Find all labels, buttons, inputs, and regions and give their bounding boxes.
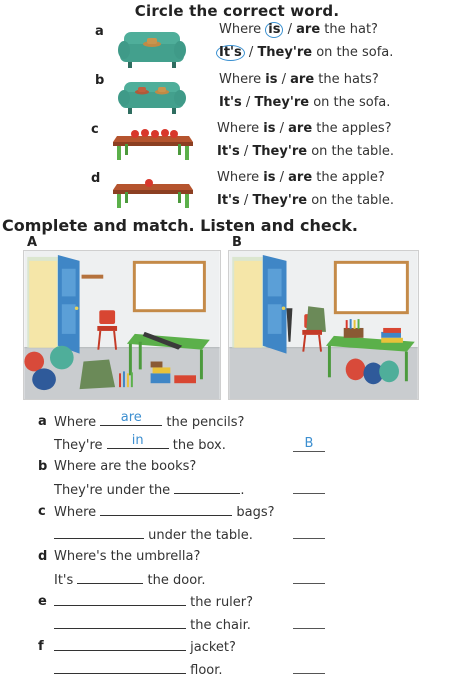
item-d-letter: d	[91, 171, 101, 186]
item-b-question: Where is / are the hats?	[219, 72, 379, 87]
ex-e-match-line[interactable]	[293, 628, 325, 629]
item-d-answer: It's / They're on the table.	[217, 193, 395, 208]
ex-d-line1: Where's the umbrella?	[54, 549, 201, 564]
ex-e-blank1[interactable]	[54, 594, 186, 606]
item-a-circled-its[interactable]: It's	[216, 45, 245, 61]
ex-a-match-answer: B	[304, 436, 314, 451]
table-with-apples-image	[111, 126, 195, 162]
item-a-letter: a	[95, 24, 104, 39]
sofa-with-hats-image	[118, 76, 186, 116]
ex-f-blank1[interactable]	[54, 639, 186, 651]
item-b-letter: b	[95, 73, 105, 88]
item-b-answer: It's / They're on the sofa.	[219, 95, 391, 110]
scene-a-image	[23, 250, 221, 400]
table-with-apple-image	[111, 176, 195, 210]
sofa-with-hat-image	[118, 26, 186, 70]
ex-b-line1: Where are the books?	[54, 459, 197, 474]
ex-b-blank[interactable]	[174, 482, 240, 494]
item-c-question: Where is / are the apples?	[217, 121, 392, 136]
item-c-letter: c	[91, 122, 99, 137]
item-a-question: Where is / are the hat?	[219, 22, 378, 37]
ex-c-blank1[interactable]	[100, 504, 232, 516]
item-a-answer: It's / They're on the sofa.	[216, 45, 393, 61]
ex-c-blank2[interactable]	[54, 527, 144, 539]
ex-c-line1: Where bags?	[54, 505, 275, 520]
ex-f-match-line[interactable]	[293, 673, 325, 674]
ex-a-line2: They're in the box.	[54, 433, 226, 453]
scene-a-label: A	[27, 235, 38, 250]
ex-a-letter: a	[38, 414, 47, 429]
ex-b-match-line[interactable]	[293, 493, 325, 494]
ex-e-line2: the chair.	[54, 617, 251, 633]
ex-d-blank[interactable]	[77, 572, 143, 584]
ex-f-line2: floor.	[54, 662, 223, 678]
ex-a-blank1[interactable]: are	[100, 414, 162, 426]
section2-title: Complete and match. Listen and check.	[2, 216, 358, 235]
ex-e-line1: the ruler?	[54, 594, 253, 610]
ex-a-line1: Where are the pencils?	[54, 410, 245, 430]
item-c-answer: It's / They're on the table.	[217, 144, 395, 159]
scene-b-image	[228, 250, 419, 400]
ex-f-line1: jacket?	[54, 639, 236, 655]
ex-c-line2: under the table.	[54, 527, 253, 543]
item-a-circled-is[interactable]: is	[265, 22, 283, 38]
ex-b-letter: b	[38, 459, 48, 474]
item-d-question: Where is / are the apple?	[217, 170, 385, 185]
ex-c-match-line[interactable]	[293, 538, 325, 539]
ex-d-match-line[interactable]	[293, 583, 325, 584]
ex-b-line2: They're under the .	[54, 483, 245, 498]
ex-c-letter: c	[38, 504, 46, 519]
ex-f-letter: f	[38, 639, 44, 654]
ex-e-letter: e	[38, 594, 47, 609]
ex-e-blank2[interactable]	[54, 617, 186, 629]
ex-d-letter: d	[38, 549, 48, 564]
ex-a-match-line[interactable]	[293, 451, 325, 452]
ex-a-blank2[interactable]: in	[107, 437, 169, 449]
ex-d-line2: It's the door.	[54, 573, 206, 588]
section1-title: Circle the correct word.	[134, 2, 340, 20]
ex-f-blank2[interactable]	[54, 662, 186, 674]
scene-b-label: B	[232, 235, 242, 250]
